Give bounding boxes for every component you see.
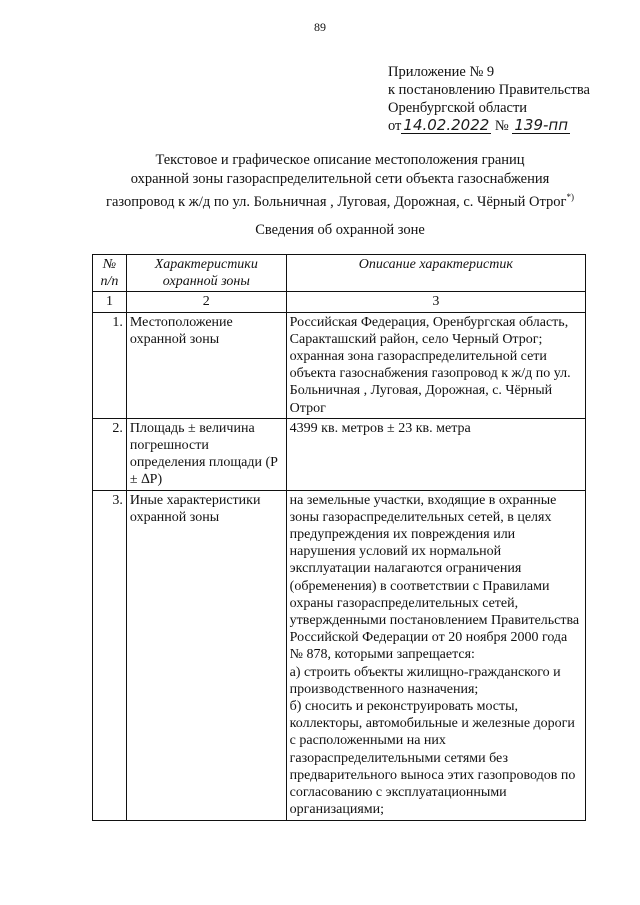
handwritten-number: 139-пп — [514, 116, 569, 134]
row-name: Площадь ± величина погрешности определения площади (Р ± ∆Р) — [126, 418, 286, 490]
header-characteristics: Характеристики охранной зоны — [126, 255, 286, 292]
table-row — [93, 312, 586, 418]
row-number: 2. — [93, 418, 127, 490]
description-paragraph: б) сносить и реконструировать мосты, коллекторы, автомобильные и железные дороги с расположенными на них газораспределительными сетями без предварительного выноса этих газопроводов по согласованию с эксплуатационными организациями; — [289, 699, 576, 818]
index-cell: 2 — [126, 292, 286, 312]
row-description: Российская Федерация, Оренбургская область, Саракташский район, село Черный Отрог; охранная зона газораспределительной сети объекта газоснабжения газопровод к ж/д по ул. Больничная , Луговая, Дорожная, с. Чёрный Отрог — [286, 312, 585, 418]
table-row — [93, 490, 586, 820]
index-cell: 3 — [286, 292, 585, 312]
title-line-2: охранной зоны газораспределительной сети объекта газоснабжения — [130, 170, 550, 187]
description-paragraph: на земельные участки, входящие в охранные зоны газораспределительных сетей, в целях предупреждения их повреждения или нарушения условий их нормальной эксплуатации налагаются ограничения (обременения) в соответствии с Правилами охраны газораспределительных сетей, утвержденными постановлением Правительства Российской Федерации от 20 ноября 2000 года № 878, которыми запрещается: — [289, 492, 580, 663]
appendix-line-3: Оренбургской области — [388, 100, 528, 116]
table-header-row — [93, 255, 586, 292]
table-row — [93, 418, 586, 490]
row-name: Местоположение охранной зоны — [126, 312, 286, 418]
header-number: № п/п — [93, 255, 127, 292]
handwritten-date: 14.02.2022 — [403, 116, 490, 134]
title-line-1: Текстовое и графическое описание местоположения границ — [155, 152, 525, 168]
zone-info-table — [92, 254, 586, 821]
appendix-date-line — [388, 117, 590, 135]
row-number: 1. — [93, 312, 127, 418]
date-prefix: от — [388, 118, 402, 134]
number-prefix: № — [494, 118, 509, 134]
appendix-line-1: Приложение № 9 — [388, 64, 495, 80]
row-description: 4399 кв. метров ± 23 кв. метра — [286, 418, 585, 490]
row-description — [286, 490, 585, 820]
row-name: Иные характеристики охранной зоны — [126, 490, 286, 820]
table-index-row — [93, 292, 586, 312]
page-number: 89 — [314, 20, 326, 34]
appendix-line-2: к постановлению Правительства — [388, 82, 590, 98]
appendix-header — [388, 63, 590, 135]
document-title — [60, 151, 620, 211]
header-description: Описание характеристик — [286, 255, 585, 292]
title-line-3 — [60, 188, 620, 211]
description-paragraph: а) строить объекты жилищно-гражданского и производственного назначения; — [289, 664, 561, 697]
title-line-3-text: газопровод к ж/д по ул. Больничная , Луговая, Дорожная, с. Чёрный Отрог — [106, 193, 567, 210]
row-number: 3. — [93, 490, 127, 820]
footnote-mark: *) — [566, 192, 574, 202]
section-subtitle: Сведения об охранной зоне — [255, 222, 425, 238]
index-cell: 1 — [93, 292, 127, 312]
